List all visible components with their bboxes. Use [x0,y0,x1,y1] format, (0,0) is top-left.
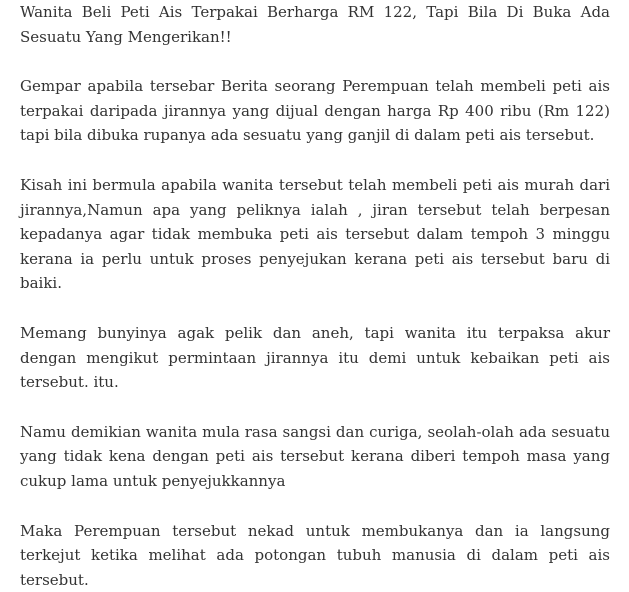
article-paragraph-2: Kisah ini bermula apabila wanita tersebut telah membeli peti ais murah dari jirannya,Namun apa yang peliknya ialah , jiran tersebut telah berpesan kepadanya agar tidak membuka peti ais tersebut dalam tempoh 3 minggu kerana ia perlu untuk proses penyejukan kerana peti ais tersebut baru di baiki. [20,173,610,296]
article-paragraph-3: Memang bunyinya agak pelik dan aneh, tapi wanita itu terpaksa akur dengan mengikut permintaan jirannya itu demi untuk kebaikan peti ais tersebut. itu. [20,321,610,395]
article-paragraph-4: Namu demikian wanita mula rasa sangsi dan curiga, seolah-olah ada sesuatu yang tidak kena dengan peti ais tersebut kerana diberi tempoh masa yang cukup lama untuk penyejukkannya [20,420,610,494]
article-paragraph-1: Gempar apabila tersebar Berita seorang Perempuan telah membeli peti ais terpakai daripada jirannya yang dijual dengan harga Rp 400 ribu (Rm 122) tapi bila dibuka rupanya ada sesuatu yang ganjil di dalam peti ais tersebut. [20,74,610,148]
article-paragraph-5: Maka Perempuan tersebut nekad untuk membukanya dan ia langsung terkejut ketika melihat ada potongan tubuh manusia di dalam peti ais tersebut. [20,519,610,592]
article-body [20,0,610,592]
article-title: Wanita Beli Peti Ais Terpakai Berharga RM 122, Tapi Bila Di Buka Ada Sesuatu Yang Mengerikan!! [20,0,610,49]
